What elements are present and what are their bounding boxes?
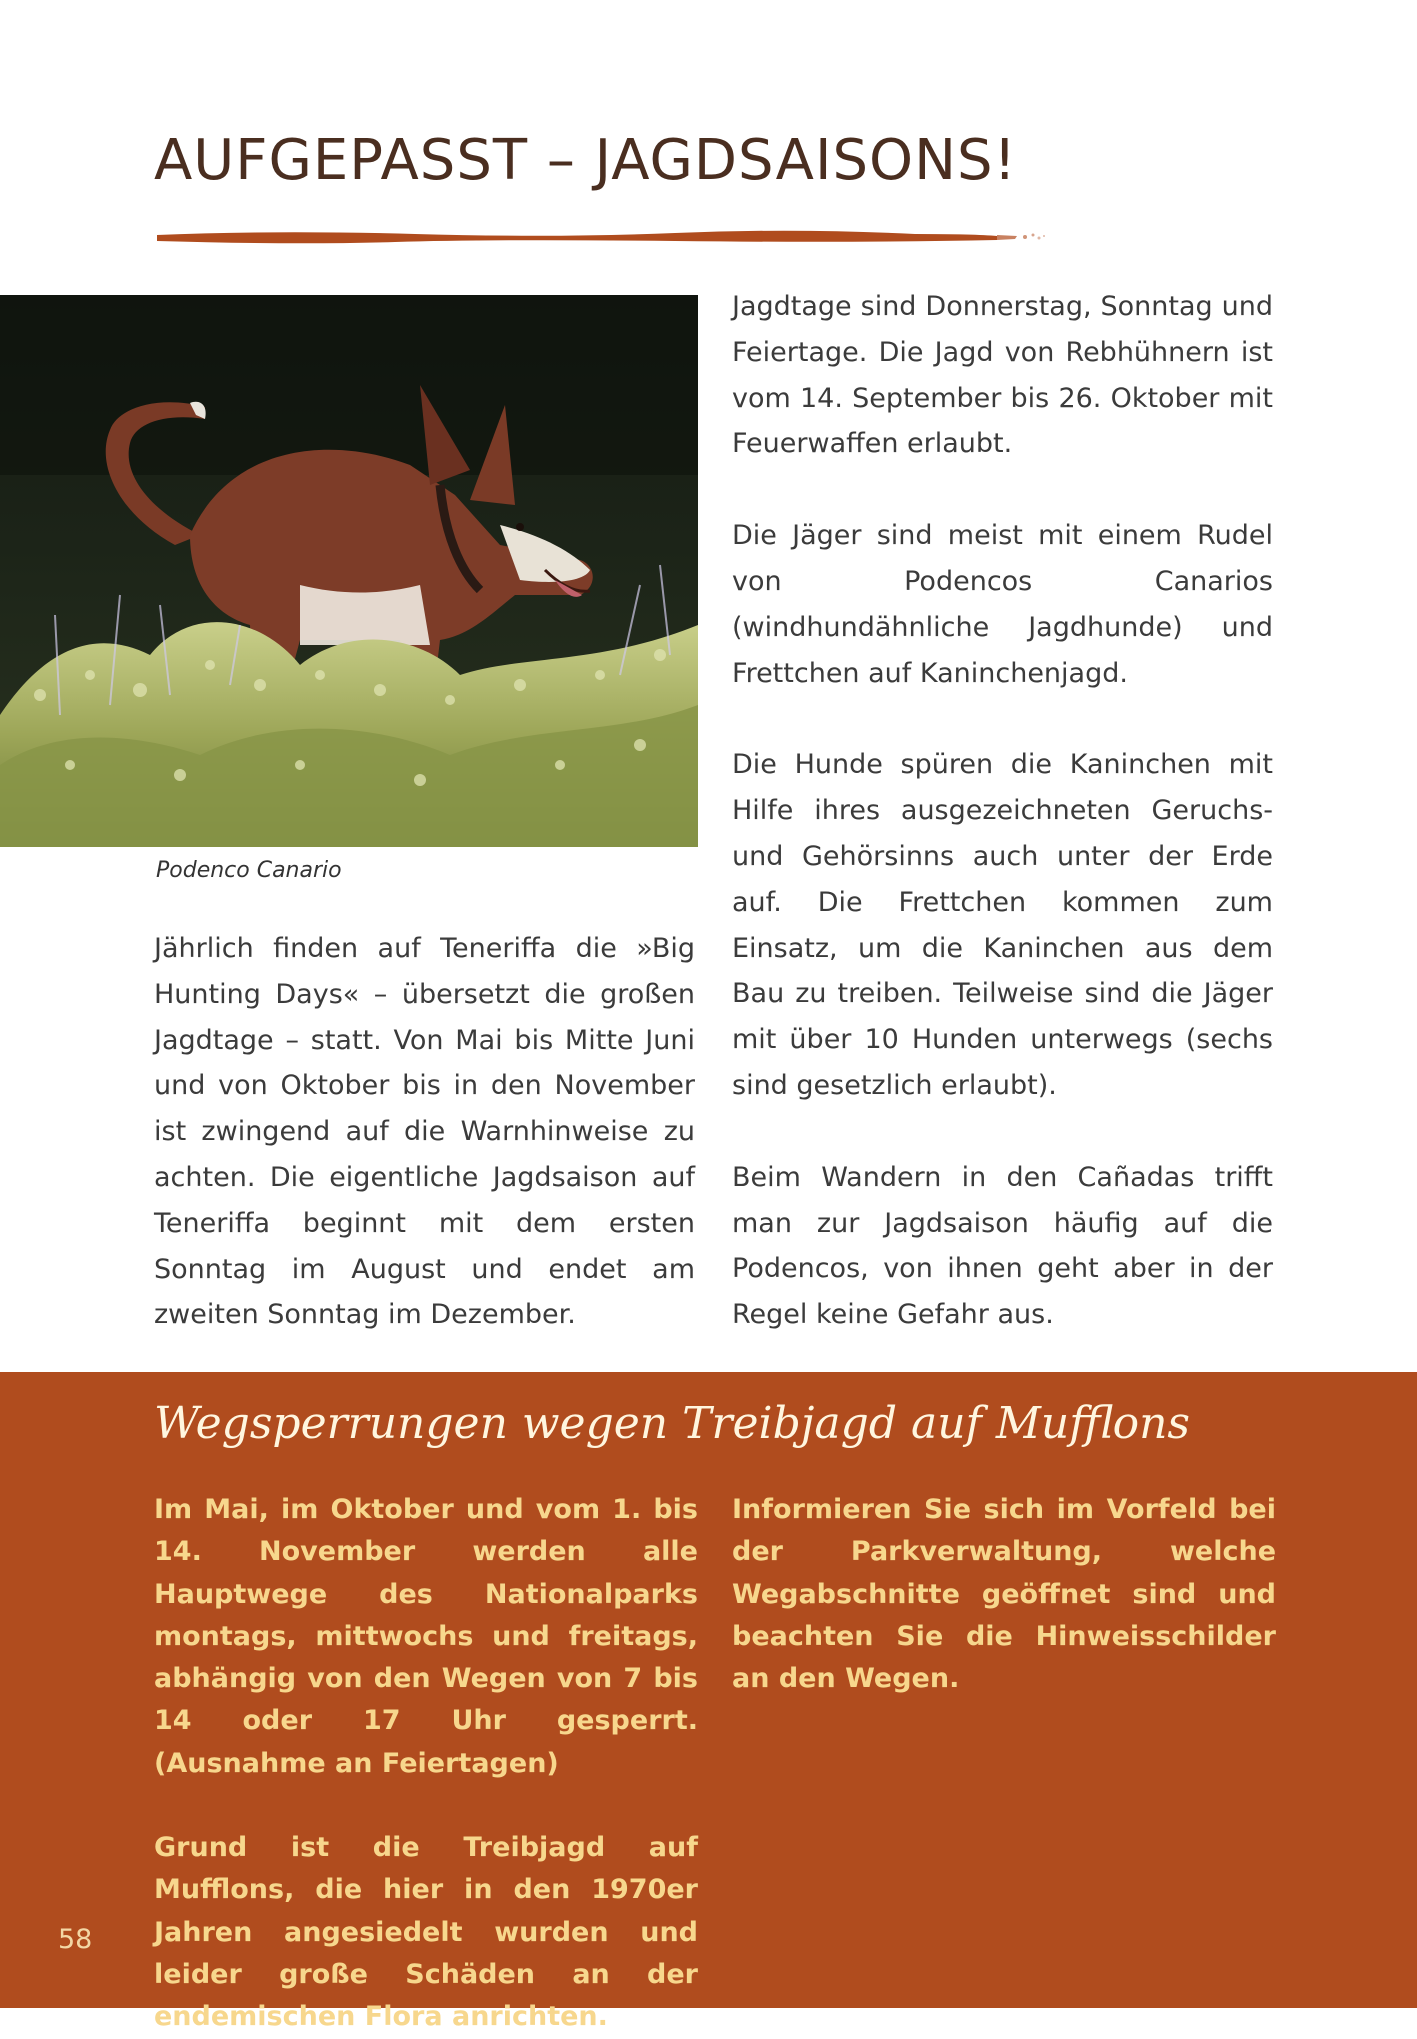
paragraph: Informieren Sie sich im Vorfeld bei der Parkverwaltung, welche Wegabschnitte geöffnet sind und beachten Sie die Hinweisschilder an den Wegen. — [732, 1494, 1276, 1695]
brush-stroke-divider — [155, 226, 1047, 248]
paragraph: Jagdtage sind Donnerstag, Sonntag und Feiertage. Die Jagd von Rebhühnern ist vom 14. September bis 26. Oktober mit Feuerwaffen erlaubt. — [732, 291, 1273, 460]
paragraph: Jährlich finden auf Teneriffa die »Big Hunting Days« – übersetzt die großen Jagdtage – statt. Von Mai bis Mitte Juni und von Oktober bis in den November ist zwingend auf die Warnhinweise zu achten. Die eigentliche Jagdsaison auf Teneriffa beginnt mit dem ersten Sonntag im August und endet am zweiten Sonntag im Dezember. — [154, 933, 695, 1331]
page-title: AUFGEPASST – JAGDSAISONS! — [154, 128, 1017, 193]
article-right-column — [732, 284, 1273, 1338]
paragraph: Im Mai, im Oktober und vom 1. bis 14. November werden alle Hauptwege des Nationalparks montags, mittwochs und freitags, abhängig von den Wegen von 7 bis 14 oder 17 Uhr gesperrt. (Ausnahme an Feiertagen) — [154, 1494, 698, 1779]
photo-caption: Podenco Canario — [156, 858, 342, 883]
page-number: 58 — [58, 1924, 93, 1955]
paragraph: Grund ist die Treibjagd auf Mufflons, die hier in den 1970er Jahren angesiedelt wurden und leider große Schäden an der endemischen Flora anrichten. — [154, 1832, 698, 2033]
info-box-right-column — [732, 1489, 1276, 1700]
dog-photo — [0, 295, 698, 847]
info-box-left-column — [154, 1489, 698, 2039]
paragraph: Die Hunde spüren die Kaninchen mit Hilfe ihres ausgezeichneten Geruchs- und Gehörsinns auch unter der Erde auf. Die Frettchen kommen zum Einsatz, um die Kaninchen aus dem Bau zu treiben. Teilweise sind die Jäger mit über 10 Hunden unterwegs (sechs sind gesetzlich erlaubt). — [732, 749, 1273, 1101]
article-left-column — [154, 926, 695, 1338]
paragraph: Beim Wandern in den Cañadas trifft man zur Jagdsaison häufig auf die Podencos, von ihnen geht aber in der Regel keine Gefahr aus. — [732, 1161, 1273, 1331]
info-box-title: Wegsperrungen wegen Treibjagd auf Mufflons — [154, 1398, 1190, 1449]
paragraph: Die Jäger sind meist mit einem Rudel von Podencos Canarios (windhundähnliche Jagdhunde) und Frettchen auf Kaninchenjagd. — [732, 520, 1273, 689]
